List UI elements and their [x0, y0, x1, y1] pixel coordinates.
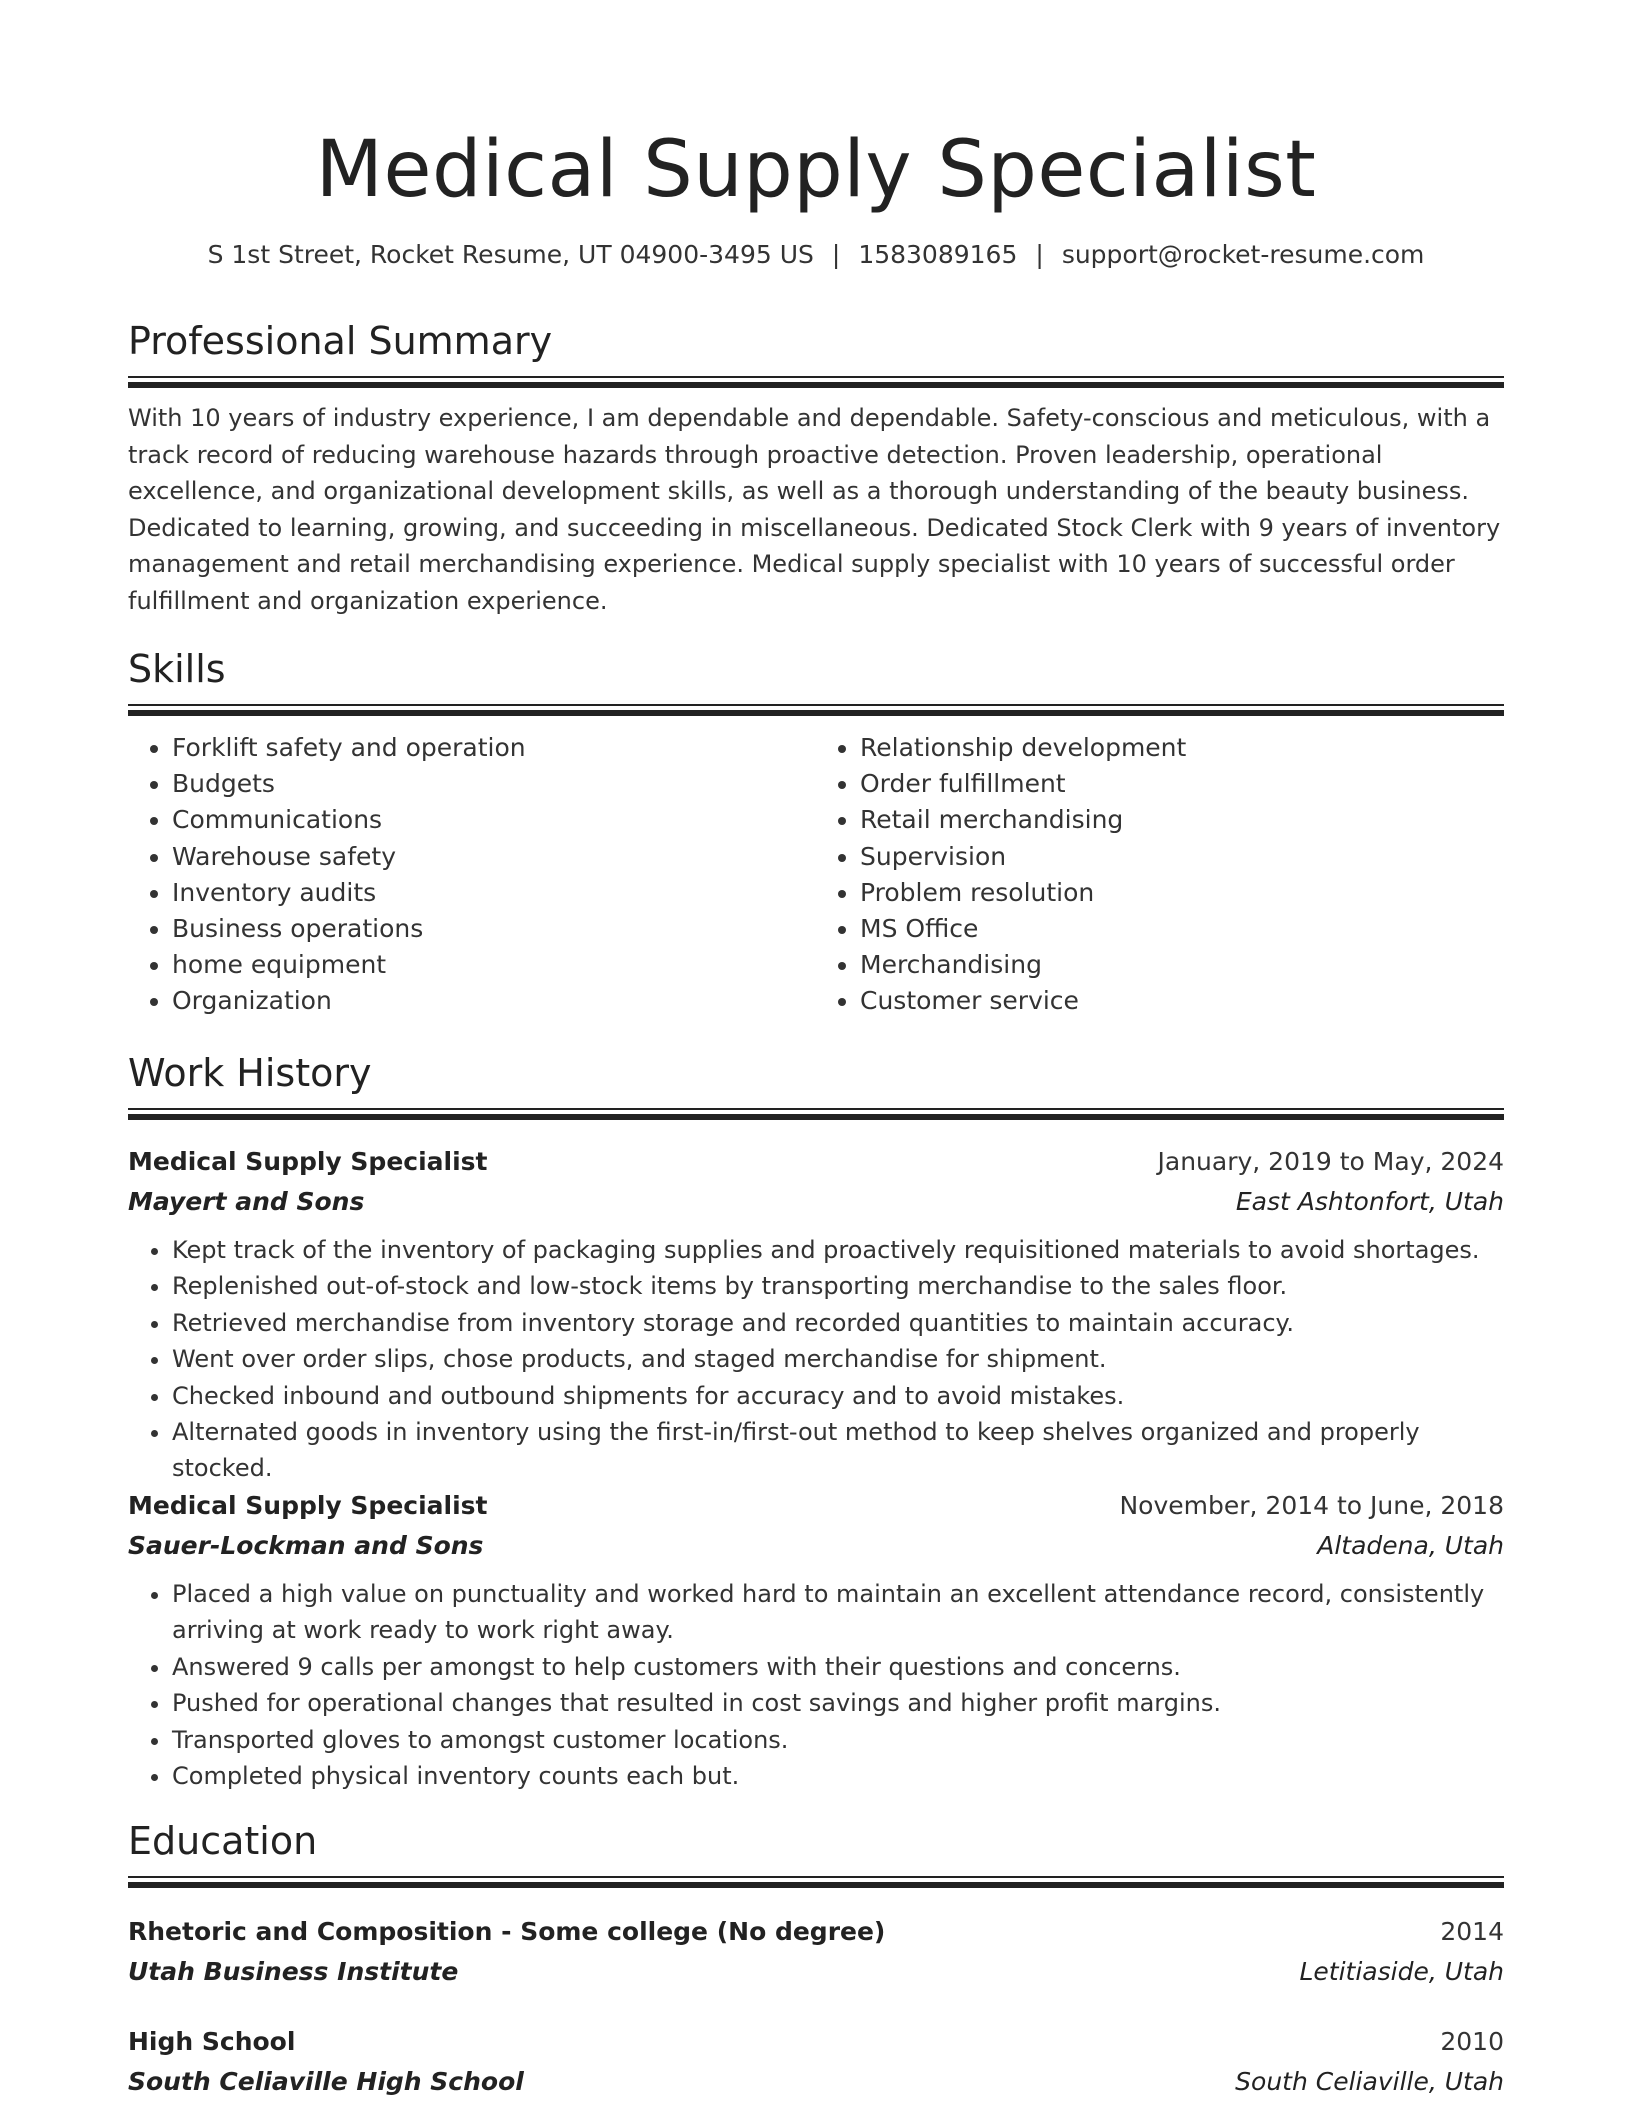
education-section	[128, 1816, 1504, 1890]
job-title: Medical Supply Specialist	[128, 1491, 488, 1520]
education-school: South Celiaville High School	[128, 2067, 524, 2096]
job-bullet: • Replenished out-of-stock and low-stock items by transporting merchandise to the sales floor.	[172, 1268, 1504, 1304]
job-bullet: • Went over order slips, chose products, and staged merchandise for shipment.	[172, 1341, 1504, 1377]
education-entry	[128, 2022, 1504, 2102]
skill-item: • Retail merchandising	[860, 802, 1504, 838]
job-bullet: • Transported gloves to amongst customer locations.	[172, 1722, 1504, 1758]
skill-item: • MS Office	[860, 911, 1504, 947]
skill-item: • Budgets	[172, 766, 816, 802]
job-entry	[128, 1142, 1504, 1487]
skills-heading: Skills	[128, 647, 226, 691]
education-degree: Rhetoric and Composition - Some college (No degree)	[128, 1917, 886, 1946]
resume-title: Medical Supply Specialist	[315, 125, 1317, 215]
job-dates: November, 2014 to June, 2018	[1119, 1491, 1504, 1520]
job-title: Medical Supply Specialist	[128, 1147, 488, 1176]
contact-separator: |	[1035, 240, 1044, 269]
contact-email[interactable]: support@rocket-resume.com	[1061, 240, 1425, 269]
education-heading: Education	[128, 1819, 318, 1863]
skill-item: • Communications	[172, 802, 816, 838]
job-bullet: • Answered 9 calls per amongst to help customers with their questions and concerns.	[172, 1649, 1504, 1685]
skill-item: • Inventory audits	[172, 875, 816, 911]
skills-section	[128, 644, 1504, 1020]
skill-item: • Organization	[172, 983, 816, 1019]
education-year: 2014	[1440, 1917, 1504, 1946]
skill-item: • Merchandising	[860, 947, 1504, 983]
skill-item: • home equipment	[172, 947, 816, 983]
summary-text: With 10 years of industry experience, I am dependable and dependable. Safety-conscious and meticulous, with a track record of reducing warehouse hazards through proactive detection. Proven leadership, operational excellence, and organizational development skills, as well as a thorough understanding of the beauty business. Dedicated to learning, growing, and succeeding in miscellaneous. Dedicated Stock Clerk with 9 years of inventory management and retail merchandising experience. Medical supply specialist with 10 years of successful order fulfillment and organization experience.	[128, 404, 1501, 615]
job-bullet: • Alternated goods in inventory using the first-in/first-out method to keep shelves organized and properly stocked.	[172, 1414, 1504, 1487]
job-dates: January, 2019 to May, 2024	[1157, 1147, 1504, 1176]
skill-item: • Warehouse safety	[172, 839, 816, 875]
job-bullets	[128, 1576, 1504, 1794]
resume-page	[128, 0, 1504, 2096]
skills-columns	[128, 730, 1504, 1020]
skill-item: • Order fulfillment	[860, 766, 1504, 802]
work-section	[128, 1048, 1504, 1122]
skill-item: • Customer service	[860, 983, 1504, 1019]
education-location: Letitiaside, Utah	[1299, 1957, 1504, 1986]
education-location: South Celiaville, Utah	[1235, 2067, 1504, 2096]
skill-item: • Supervision	[860, 839, 1504, 875]
work-heading: Work History	[128, 1051, 372, 1095]
contact-address: S 1st Street, Rocket Resume, UT 04900-3495 US	[207, 240, 814, 269]
education-degree: High School	[128, 2027, 296, 2056]
job-entry	[128, 1486, 1504, 1794]
education-entry	[128, 1912, 1504, 1992]
skill-item: • Relationship development	[860, 730, 1504, 766]
skill-item: • Business operations	[172, 911, 816, 947]
job-location: East Ashtonfort, Utah	[1235, 1187, 1504, 1216]
job-bullet: • Placed a high value on punctuality and worked hard to maintain an excellent attendance record, consistently arriving at work ready to work right away.	[172, 1576, 1504, 1649]
job-bullet: • Checked inbound and outbound shipments for accuracy and to avoid mistakes.	[172, 1378, 1504, 1414]
section-divider	[128, 704, 1504, 718]
skill-item: • Problem resolution	[860, 875, 1504, 911]
contact-separator: |	[831, 240, 841, 269]
job-bullet: • Completed physical inventory counts each but.	[172, 1758, 1504, 1794]
education-school: Utah Business Institute	[128, 1957, 459, 1986]
section-divider	[128, 376, 1504, 390]
skills-list-right	[816, 730, 1504, 1020]
summary-section	[128, 316, 1504, 619]
contact-phone: 1583089165	[858, 240, 1018, 269]
section-divider	[128, 1876, 1504, 1890]
job-bullet: • Retrieved merchandise from inventory storage and recorded quantities to maintain accuracy.	[172, 1305, 1504, 1341]
job-location: Altadena, Utah	[1317, 1531, 1504, 1560]
section-divider	[128, 1108, 1504, 1122]
job-bullet: • Kept track of the inventory of packaging supplies and proactively requisitioned materials to avoid shortages.	[172, 1232, 1504, 1268]
job-company: Mayert and Sons	[128, 1187, 365, 1216]
skill-item: • Forklift safety and operation	[172, 730, 816, 766]
education-year: 2010	[1440, 2027, 1504, 2056]
job-company: Sauer-Lockman and Sons	[128, 1531, 484, 1560]
job-bullet: • Pushed for operational changes that resulted in cost savings and higher profit margins.	[172, 1685, 1504, 1721]
skills-list-left	[128, 730, 816, 1020]
contact-line	[128, 238, 1504, 272]
job-bullets	[128, 1232, 1504, 1487]
summary-heading: Professional Summary	[128, 319, 553, 363]
